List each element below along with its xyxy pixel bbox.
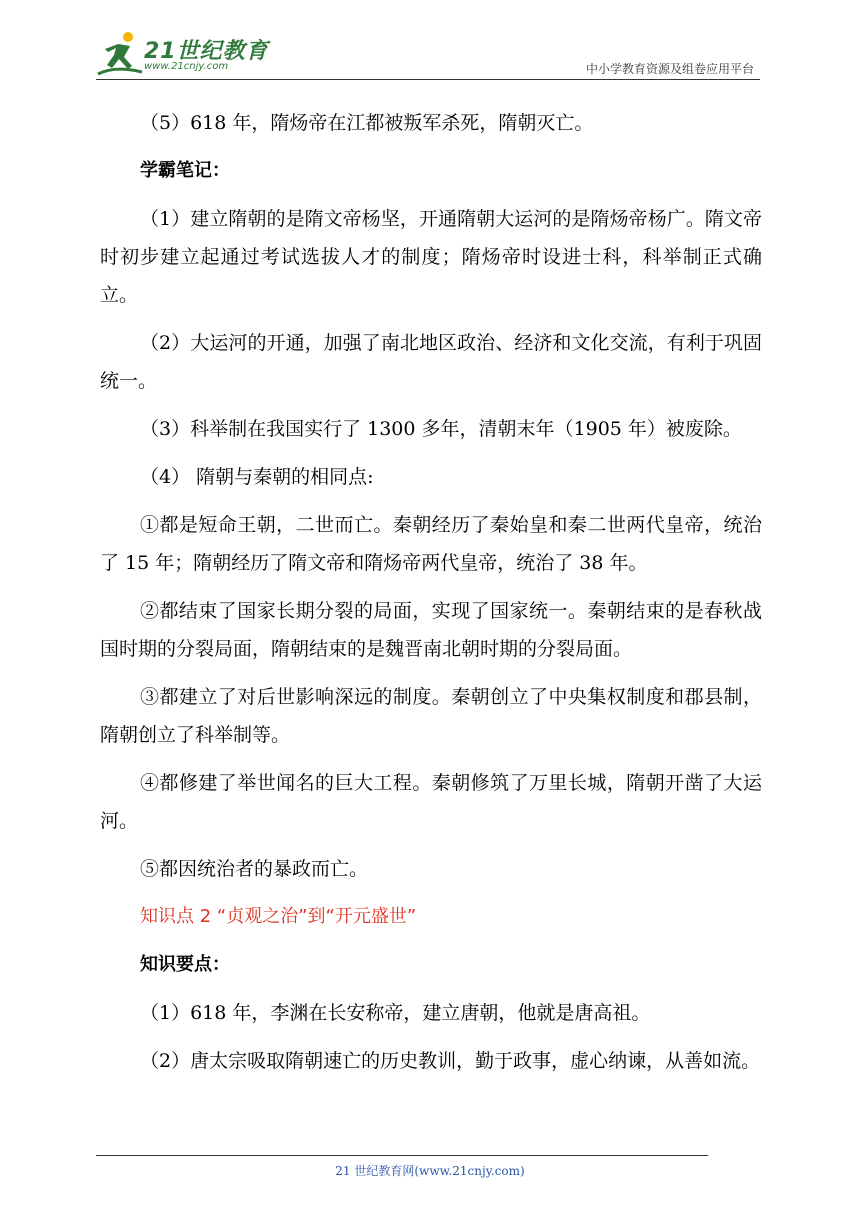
footer-divider: [96, 1155, 708, 1156]
note-2: （2）大运河的开通，加强了南北地区政治、经济和文化交流，有利于巩固统一。: [100, 332, 762, 392]
page-header: [0, 0, 860, 90]
footer-link[interactable]: 21 世纪教育网(www.21cnjy.com): [335, 1164, 525, 1178]
header-divider: [96, 79, 760, 80]
note-3: （3）科举制在我国实行了 1300 多年，清朝末年（1905 年）被废除。: [140, 418, 742, 440]
key-point-2: （2）唐太宗吸取隋朝速亡的历史教训，勤于政事，虚心纳谏，从善如流。: [140, 1050, 761, 1072]
knowledge-point-heading: 知识点 2 “贞观之治”到“开元盛世”: [140, 906, 417, 927]
similarity-4: ④都修建了举世闻名的巨大工程。秦朝修筑了万里长城，隋朝开凿了大运河。: [100, 772, 762, 832]
similarity-5: ⑤都因统治者的暴政而亡。: [140, 858, 369, 880]
platform-tagline: 中小学教育资源及组卷应用平台: [585, 62, 754, 76]
paragraph-sui-fall: （5）618 年，隋炀帝在江都被叛军杀死，隋朝灭亡。: [140, 112, 594, 134]
similarity-3: ③都建立了对后世影响深远的制度。秦朝创立了中央集权制度和郡县制，隋朝创立了科举制等。: [100, 686, 762, 746]
similarity-2: ②都结束了国家长期分裂的局面，实现了国家统一。秦朝结束的是春秋战国时期的分裂局面，隋朝结束的是魏晋南北朝时期的分裂局面。: [100, 600, 762, 660]
key-points-heading: 知识要点：: [140, 954, 230, 975]
logo-text: 21世纪教育: [144, 39, 269, 64]
document-body: [100, 104, 762, 1090]
logo-url: www.21cnjy.com: [144, 61, 229, 72]
note-1: （1）建立隋朝的是隋文帝杨坚，开通隋朝大运河的是隋炀帝杨广。隋文帝时初步建立起通过考试选拔人才的制度；隋炀帝时设进士科，科举制正式确立。: [100, 208, 762, 306]
similarity-1: ①都是短命王朝，二世而亡。秦朝经历了秦始皇和秦二世两代皇帝，统治了 15 年；隋朝经历了隋文帝和隋炀帝两代皇帝，统治了 38 年。: [100, 514, 762, 574]
key-point-1: （1）618 年，李渊在长安称帝，建立唐朝，他就是唐高祖。: [140, 1002, 651, 1024]
note-4: （4） 隋朝与秦朝的相同点:: [140, 466, 374, 488]
runner-logo-icon: [96, 30, 144, 78]
study-notes-heading: 学霸笔记：: [140, 160, 230, 181]
site-logo[interactable]: [96, 30, 269, 80]
